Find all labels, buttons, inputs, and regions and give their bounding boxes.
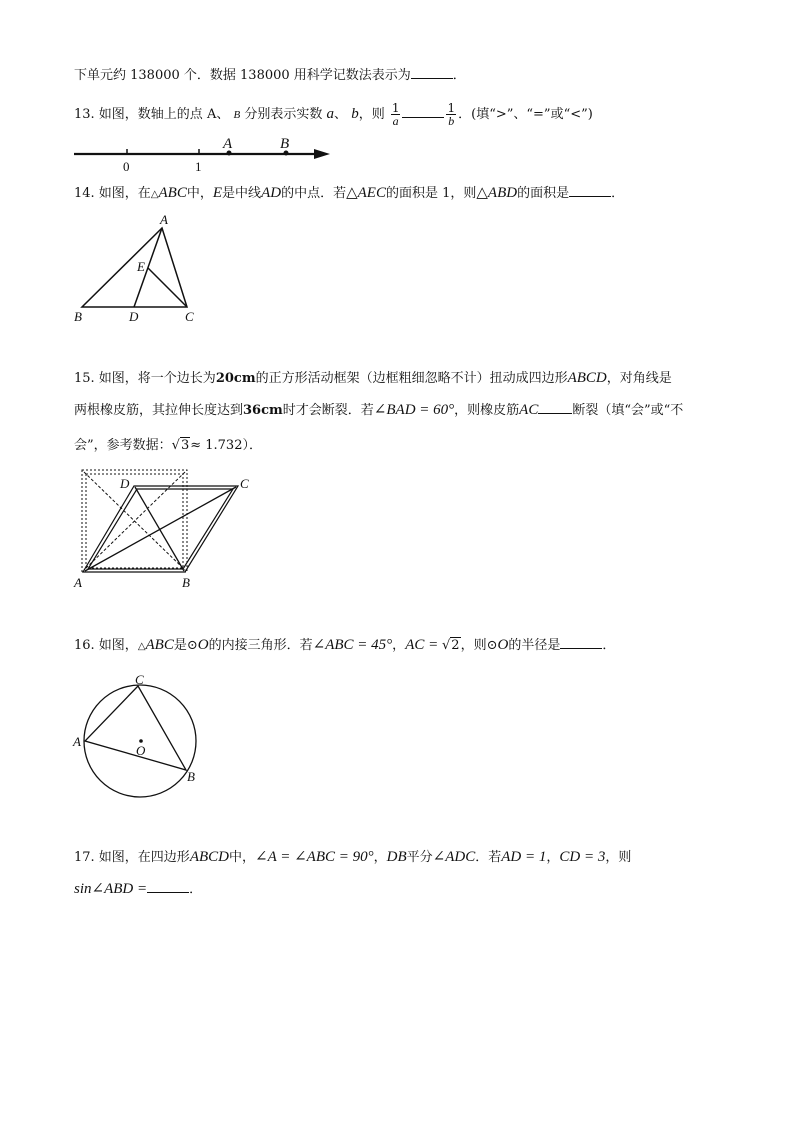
q17-cd: CD = 3 [559, 849, 606, 865]
q17-mid2: 平分 [406, 850, 433, 865]
frac1-num: 1 [391, 101, 400, 115]
q15-len36: 36cm [243, 403, 283, 418]
label-a: A [74, 575, 82, 590]
q14-mid1: 中， [186, 186, 213, 201]
q15-abcd: ABCD [567, 370, 607, 386]
q13-sep2: 、 [334, 107, 348, 122]
q14-mid5: 的面积是 [517, 186, 570, 201]
q16-o2: O [497, 637, 509, 653]
q17-then: ，则 [605, 850, 632, 865]
q17-adc: ∠ADC [432, 849, 476, 865]
triangle-symbol: △ [476, 183, 488, 201]
q15-text-1a: 15. 如图，将一个边长为 [74, 371, 216, 386]
q16-mid3: ，则 [460, 638, 487, 653]
q14-mid2: 是中线 [222, 186, 262, 201]
q15-ac: AC [519, 402, 539, 418]
label-b: B [74, 309, 82, 324]
label-c: C [240, 476, 249, 491]
q16-comma: ， [392, 638, 406, 653]
q12-end: ． [452, 68, 466, 83]
label-a: A [73, 734, 81, 749]
q14-text: 14. 如图，在 [74, 186, 151, 201]
q17-mid3: ．若 [475, 850, 502, 865]
q17-comma1: ， [373, 850, 387, 865]
q14-mid3: 的中点．若 [281, 186, 347, 201]
q16-text: 16. 如图， [74, 638, 138, 653]
q13-then: ，则 [358, 107, 385, 122]
sqrt-symbol: √ [171, 438, 180, 453]
q17-line-1 [74, 847, 631, 868]
q16-mid1: 是 [173, 638, 187, 653]
q15-angle: ∠BAD = 60° [373, 402, 455, 418]
label-d: D [129, 309, 139, 324]
q17-sin: sin∠ABD = [74, 881, 148, 897]
circle-symbol: ⊙ [186, 638, 198, 653]
triangle-symbol: △ [137, 641, 146, 652]
label-d: D [120, 476, 130, 491]
sqrt-radicand: 3 [180, 438, 190, 453]
q14-e: E [212, 185, 223, 201]
label-c: C [185, 309, 194, 324]
q14-ad: AD [261, 185, 282, 201]
q15-text-1c: ，对角线是 [606, 371, 672, 386]
q17-abcd: ABCD [189, 849, 229, 865]
q16-ac: AC = [405, 637, 442, 653]
q15-text-1b: 的正方形活动框架（边框粗细忽略不计）扭动成四边形 [255, 371, 568, 386]
q17-end: ． [189, 882, 203, 897]
q13-point-a: A [206, 107, 217, 122]
sqrt-radicand: 2 [451, 638, 460, 653]
q13-var-b: b [351, 106, 359, 122]
q13-mid: 分别表示实数 [244, 107, 323, 122]
q15-text-2c: ，则橡皮筋 [454, 403, 520, 418]
sqrt-symbol: √ [441, 638, 451, 653]
label-b: B [187, 769, 195, 784]
q14-end: ． [611, 186, 625, 201]
triangle-symbol: △ [150, 189, 159, 200]
q16-angle: ∠ABC = 45° [312, 637, 393, 653]
q16-mid2: 的内接三角形．若 [208, 638, 313, 653]
q17-angles: ∠A = ∠ABC = 90° [255, 849, 374, 865]
q17-db: DB [386, 849, 407, 865]
tick-1-label: 1 [195, 159, 202, 174]
frac1-den: a [392, 114, 399, 128]
q15-approx: ≈ 1.732 [190, 438, 243, 453]
q14-aec: AEC [357, 185, 386, 201]
circle-symbol: ⊙ [486, 638, 498, 653]
q15-text-3b: ）． [242, 438, 262, 453]
frac2-den: b [448, 114, 455, 128]
q14-abd: ABD [487, 185, 518, 201]
q13-var-a: a [326, 106, 335, 122]
q16-mid4: 的半径是 [508, 638, 561, 653]
label-o: O [136, 743, 146, 758]
q15-text-2a: 两根橡皮筋，其拉伸长度达到 [74, 403, 244, 418]
q13-hint: ．(填“>”、“=”或“<”) [458, 107, 593, 122]
q15-len20: 20cm [215, 371, 256, 386]
q17-mid1: 中， [228, 850, 255, 865]
label-b: B [182, 575, 190, 590]
q17-comma2: ， [546, 850, 560, 865]
point-a-label: A [223, 136, 233, 152]
label-e: E [137, 259, 145, 274]
q16-end: ． [602, 638, 616, 653]
frac2-num: 1 [447, 101, 456, 115]
answer-blank [147, 880, 189, 893]
q13-sep1: 、 [216, 107, 230, 122]
triangle-symbol: △ [346, 183, 358, 201]
q15-text-2d: 断裂（填“会”或“不 [572, 403, 684, 418]
q13-text: 13. 如图，数轴上的点 [74, 107, 203, 122]
q17-line-2 [74, 879, 202, 900]
q12-text: 下单元约 138000 个．数据 138000 用科学记数法表示为 [74, 68, 411, 83]
label-c: C [135, 672, 144, 687]
label-a: A [160, 212, 168, 227]
q14-abc: ABC [158, 185, 187, 201]
q17-ad: AD = 1 [501, 849, 547, 865]
point-b-label: B [280, 136, 290, 152]
q13-point-b: B [233, 109, 241, 121]
q14-mid4: 的面积是 1，则 [385, 186, 477, 201]
q17-text: 17. 如图，在四边形 [74, 850, 190, 865]
q16-o: O [197, 637, 209, 653]
q15-text-2b: 时才会断裂．若 [282, 403, 374, 418]
q15-text-3a: 会”，参考数据： [74, 438, 172, 453]
tick-0-label: 0 [123, 159, 130, 174]
q16-abc: ABC [145, 637, 174, 653]
